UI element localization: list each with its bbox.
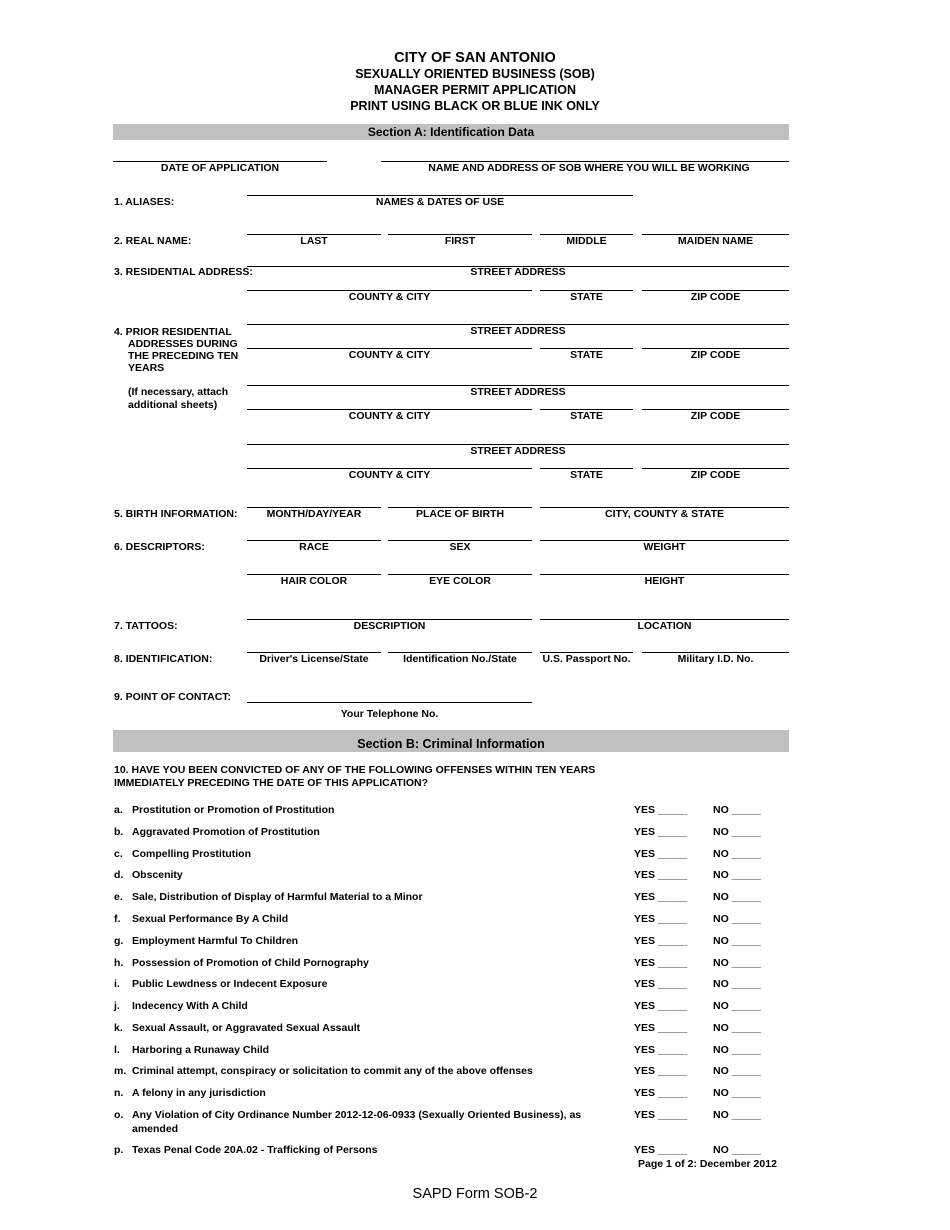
- state-label: STATE: [570, 349, 603, 361]
- yes-answer-blank[interactable]: YES _____: [634, 935, 688, 947]
- form-subtitle: SEXUALLY ORIENTED BUSINESS (SOB): [355, 67, 595, 81]
- state-label: STATE: [570, 410, 603, 422]
- zip-code-label: ZIP CODE: [690, 469, 741, 481]
- state-label: STATE: [570, 291, 603, 303]
- real-name-label: 2. REAL NAME:: [114, 235, 192, 247]
- passport-label: U.S. Passport No.: [542, 653, 631, 665]
- first-name-label: FIRST: [444, 235, 476, 247]
- yes-answer-blank[interactable]: YES _____: [634, 1022, 688, 1034]
- aliases-col-label: NAMES & DATES OF USE: [375, 196, 505, 208]
- yes-answer-blank[interactable]: YES _____: [634, 1065, 688, 1077]
- zip-code-label: ZIP CODE: [690, 349, 741, 361]
- birth-ccs-label: CITY, COUNTY & STATE: [604, 508, 724, 520]
- yes-answer-blank[interactable]: YES _____: [634, 1044, 688, 1056]
- yes-answer-blank[interactable]: YES _____: [634, 957, 688, 969]
- no-answer-blank[interactable]: NO _____: [713, 1109, 761, 1121]
- middle-name-label: MIDDLE: [566, 235, 607, 247]
- no-answer-blank[interactable]: NO _____: [713, 1144, 761, 1156]
- weight-label: WEIGHT: [643, 541, 686, 553]
- offense-letter: a.: [114, 804, 123, 816]
- section-a-header: Section A: Identification Data: [113, 124, 789, 140]
- residential-address-label: 3. RESIDENTIAL ADDRESS:: [114, 266, 253, 278]
- yes-answer-blank[interactable]: YES _____: [634, 826, 688, 838]
- date-of-application-label: DATE OF APPLICATION: [160, 162, 280, 174]
- offense-text: amended: [132, 1123, 179, 1135]
- sex-label: SEX: [449, 541, 471, 553]
- offense-text: Compelling Prostitution: [132, 848, 251, 860]
- offense-text: Employment Harmful To Children: [132, 935, 299, 947]
- yes-answer-blank[interactable]: YES _____: [634, 1109, 688, 1121]
- yes-answer-blank[interactable]: YES _____: [634, 913, 688, 925]
- offense-letter: h.: [114, 957, 124, 969]
- offense-text: Criminal attempt, conspiracy or solicitation to commit any of the above offenses: [132, 1065, 533, 1077]
- offense-text: Prostitution or Promotion of Prostitution: [132, 804, 335, 816]
- hair-color-label: HAIR COLOR: [280, 575, 348, 587]
- county-city-label: COUNTY & CITY: [348, 349, 431, 361]
- sob-name-address-label: NAME AND ADDRESS OF SOB WHERE YOU WILL BE WORKING: [428, 162, 750, 174]
- question-10-line-2: IMMEDIATELY PRECEDING THE DATE OF THIS APPLICATION?: [114, 777, 429, 789]
- offense-letter: l.: [114, 1044, 120, 1056]
- offense-letter: e.: [114, 891, 123, 903]
- offense-letter: f.: [114, 913, 121, 925]
- page-number: Page 1 of 2: December 2012: [638, 1158, 777, 1170]
- no-answer-blank[interactable]: NO _____: [713, 804, 761, 816]
- drivers-license-label: Driver's License/State: [259, 653, 369, 665]
- aliases-label: 1. ALIASES:: [114, 196, 175, 208]
- offense-text: Sexual Performance By A Child: [132, 913, 289, 925]
- prior-address-label-2: ADDRESSES DURING: [128, 338, 238, 350]
- birth-date-label: MONTH/DAY/YEAR: [266, 508, 362, 520]
- point-of-contact-label: 9. POINT OF CONTACT:: [114, 691, 232, 703]
- state-label: STATE: [570, 469, 603, 481]
- yes-answer-blank[interactable]: YES _____: [634, 848, 688, 860]
- offense-letter: n.: [114, 1087, 124, 1099]
- offense-letter: b.: [114, 826, 124, 838]
- prior-address-label-3: THE PRECEDING TEN: [128, 350, 239, 362]
- no-answer-blank[interactable]: NO _____: [713, 1000, 761, 1012]
- no-answer-blank[interactable]: NO _____: [713, 869, 761, 881]
- no-answer-blank[interactable]: NO _____: [713, 1065, 761, 1077]
- prior-address-label-4: YEARS: [128, 362, 165, 374]
- yes-answer-blank[interactable]: YES _____: [634, 804, 688, 816]
- tattoo-location-label: LOCATION: [637, 620, 692, 632]
- form-number: SAPD Form SOB-2: [412, 1186, 538, 1202]
- offense-text: Indecency With A Child: [132, 1000, 248, 1012]
- no-answer-blank[interactable]: NO _____: [713, 957, 761, 969]
- identification-no-label: Identification No./State: [403, 653, 517, 665]
- ink-instruction: PRINT USING BLACK OR BLUE INK ONLY: [350, 99, 600, 113]
- attach-note-2: additional sheets): [128, 399, 218, 411]
- descriptors-label: 6. DESCRIPTORS:: [114, 541, 205, 553]
- yes-answer-blank[interactable]: YES _____: [634, 1000, 688, 1012]
- yes-answer-blank[interactable]: YES _____: [634, 891, 688, 903]
- county-city-label: COUNTY & CITY: [348, 291, 431, 303]
- attach-note-1: (If necessary, attach: [128, 386, 229, 398]
- no-answer-blank[interactable]: NO _____: [713, 891, 761, 903]
- offense-text: Any Violation of City Ordinance Number 2012-12-06-0933 (Sexually Oriented Business), as: [132, 1109, 582, 1121]
- no-answer-blank[interactable]: NO _____: [713, 826, 761, 838]
- offense-letter: k.: [114, 1022, 123, 1034]
- offense-letter: d.: [114, 869, 124, 881]
- yes-answer-blank[interactable]: YES _____: [634, 869, 688, 881]
- county-city-label: COUNTY & CITY: [348, 410, 431, 422]
- offense-text: A felony in any jurisdiction: [132, 1087, 266, 1099]
- no-answer-blank[interactable]: NO _____: [713, 913, 761, 925]
- offense-letter: o.: [114, 1109, 124, 1121]
- offense-text: Texas Penal Code 20A.02 - Trafficking of Persons: [132, 1144, 378, 1156]
- offense-text: Sexual Assault, or Aggravated Sexual Assault: [132, 1022, 361, 1034]
- yes-answer-blank[interactable]: YES _____: [634, 1087, 688, 1099]
- offense-letter: m.: [114, 1065, 127, 1077]
- form-title: CITY OF SAN ANTONIO: [394, 50, 556, 66]
- height-label: HEIGHT: [644, 575, 685, 587]
- race-label: RACE: [299, 541, 329, 553]
- street-address-label: STREET ADDRESS: [470, 266, 566, 278]
- tattoo-description-label: DESCRIPTION: [353, 620, 426, 632]
- county-city-label: COUNTY & CITY: [348, 469, 431, 481]
- question-10-line-1: 10. HAVE YOU BEEN CONVICTED OF ANY OF THE FOLLOWING OFFENSES WITHIN TEN YEARS: [114, 764, 596, 776]
- offense-text: Possession of Promotion of Child Pornography: [132, 957, 369, 969]
- tattoos-label: 7. TATTOOS:: [114, 620, 178, 632]
- maiden-name-label: MAIDEN NAME: [677, 235, 754, 247]
- birth-info-label: 5. BIRTH INFORMATION:: [114, 508, 238, 520]
- identification-label: 8. IDENTIFICATION:: [114, 653, 213, 665]
- eye-color-label: EYE COLOR: [429, 575, 491, 587]
- offense-text: Harboring a Runaway Child: [132, 1044, 270, 1056]
- military-id-label: Military I.D. No.: [677, 653, 754, 665]
- offense-text: Sale, Distribution of Display of Harmful Material to a Minor: [132, 891, 423, 903]
- offense-text: Public Lewdness or Indecent Exposure: [132, 978, 328, 990]
- offense-letter: j.: [114, 1000, 120, 1012]
- street-address-label: STREET ADDRESS: [470, 445, 566, 457]
- prior-address-label-1: 4. PRIOR RESIDENTIAL: [114, 326, 232, 338]
- no-answer-blank[interactable]: NO _____: [713, 848, 761, 860]
- offense-letter: g.: [114, 935, 124, 947]
- last-name-label: LAST: [300, 235, 328, 247]
- form-subtitle-permit: MANAGER PERMIT APPLICATION: [373, 83, 577, 97]
- telephone-label: Your Telephone No.: [340, 708, 439, 720]
- section-b-header: Section B: Criminal Information: [113, 730, 789, 752]
- street-address-label: STREET ADDRESS: [470, 386, 566, 398]
- offense-letter: i.: [114, 978, 120, 990]
- offense-text: Aggravated Promotion of Prostitution: [132, 826, 320, 838]
- birth-place-label: PLACE OF BIRTH: [415, 508, 505, 520]
- yes-answer-blank[interactable]: YES _____: [634, 978, 688, 990]
- no-answer-blank[interactable]: NO _____: [713, 1044, 761, 1056]
- yes-answer-blank[interactable]: YES _____: [634, 1144, 688, 1156]
- zip-code-label: ZIP CODE: [690, 410, 741, 422]
- offense-text: Obscenity: [132, 869, 183, 881]
- offense-letter: c.: [114, 848, 123, 860]
- street-address-label: STREET ADDRESS: [470, 325, 566, 337]
- telephone-field[interactable]: [247, 702, 532, 703]
- no-answer-blank[interactable]: NO _____: [713, 1087, 761, 1099]
- no-answer-blank[interactable]: NO _____: [713, 978, 761, 990]
- zip-code-label: ZIP CODE: [690, 291, 741, 303]
- no-answer-blank[interactable]: NO _____: [713, 1022, 761, 1034]
- no-answer-blank[interactable]: NO _____: [713, 935, 761, 947]
- offense-letter: p.: [114, 1144, 124, 1156]
